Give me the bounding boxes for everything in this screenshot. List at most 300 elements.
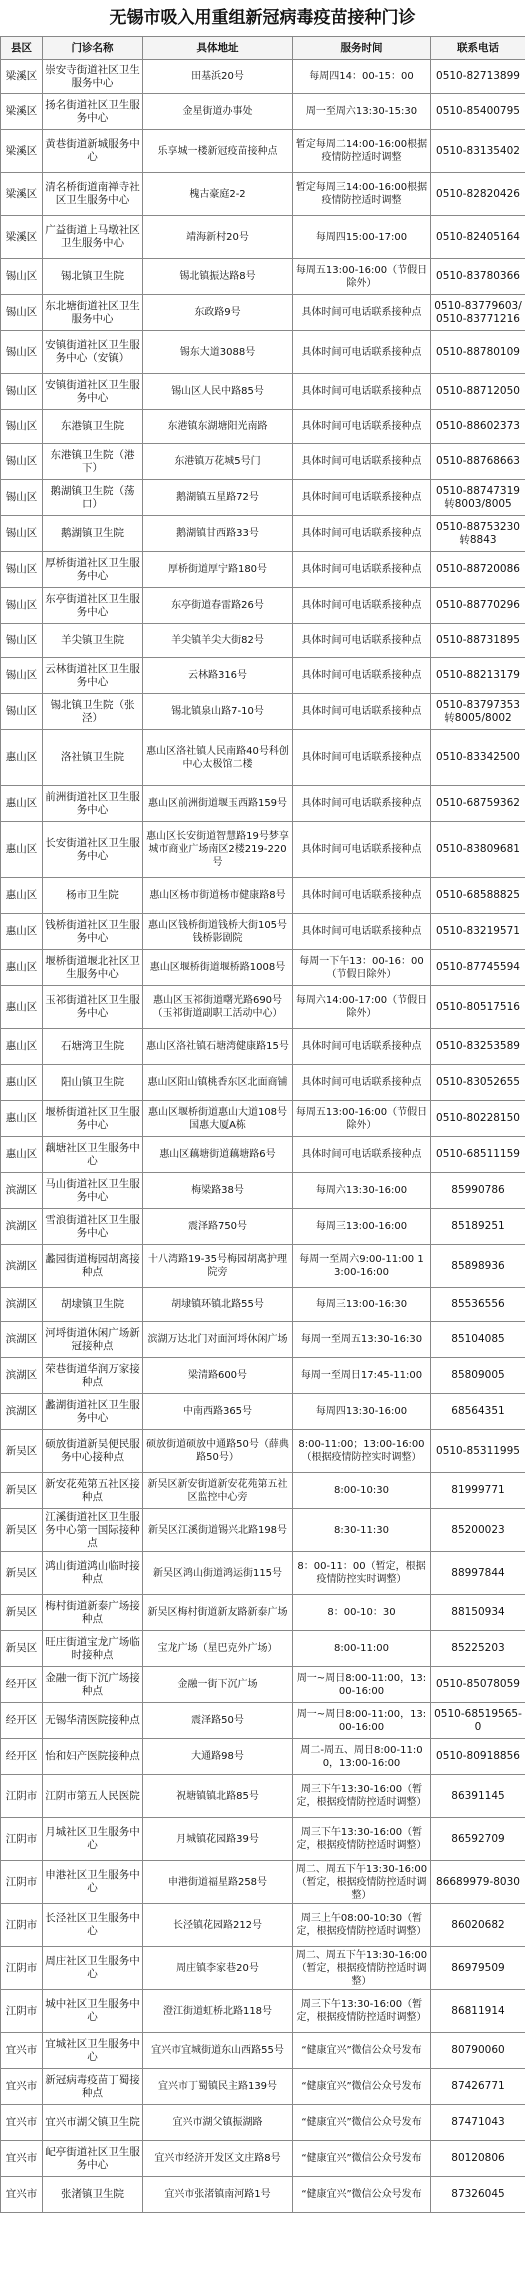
table-row [1,480,525,516]
service-hours-cell: 每周四14：00-15：00 [293,60,431,94]
district-cell: 滨湖区 [1,1209,43,1245]
service-hours-cell: 每周四15:00-17:00 [293,216,431,259]
clinic-name-cell: 申港社区卫生服务中心 [43,1861,143,1904]
address-cell: 宜兴市宜城街道东山西路55号 [143,2033,293,2069]
phone-cell: 85536556 [431,1288,525,1322]
header-phone: 联系电话 [431,37,525,60]
service-hours-cell: 具体时间可电话联系接种点 [293,444,431,480]
clinic-name-cell: 清名桥街道南禅寺社区卫生服务中心 [43,173,143,216]
phone-cell: 88150934 [431,1595,525,1631]
address-cell: 中南西路365号 [143,1394,293,1430]
district-cell: 惠山区 [1,878,43,914]
service-hours-cell: 每周五13:00-16:00（节假日除外） [293,1101,431,1137]
clinic-name-cell: 东北塘街道社区卫生服务中心 [43,295,143,331]
phone-cell: 86391145 [431,1775,525,1818]
phone-cell: 0510-68519565-0 [431,1703,525,1739]
service-hours-cell: 具体时间可电话联系接种点 [293,878,431,914]
address-cell: 大通路98号 [143,1739,293,1775]
address-cell: 金融一街下沉广场 [143,1667,293,1703]
district-cell: 宜兴市 [1,2177,43,2213]
address-cell: 滨湖万达北门对面河埒休闲广场 [143,1322,293,1358]
service-hours-cell: 具体时间可电话联系接种点 [293,914,431,950]
address-cell: 胡埭镇环镇北路55号 [143,1288,293,1322]
phone-cell: 85200023 [431,1509,525,1552]
table-row [1,1173,525,1209]
clinic-name-cell: 安镇街道社区卫生服务中心（安镇） [43,331,143,374]
clinic-name-cell: 张渚镇卫生院 [43,2177,143,2213]
phone-cell: 0510-88602373 [431,410,525,444]
phone-cell: 0510-82713899 [431,60,525,94]
service-hours-cell: 8:00-10:30 [293,1473,431,1509]
table-row [1,1473,525,1509]
address-cell: 锡北镇振达路8号 [143,259,293,295]
district-cell: 新吴区 [1,1552,43,1595]
phone-cell: 0510-88768663 [431,444,525,480]
table-row [1,1101,525,1137]
clinic-name-cell: 宜兴市湖父镇卫生院 [43,2105,143,2141]
service-hours-cell: 具体时间可电话联系接种点 [293,1065,431,1101]
clinic-name-cell: 蠡园街道梅园胡离接种点 [43,1245,143,1288]
table-row [1,730,525,786]
address-cell: 锡东大道3088号 [143,331,293,374]
clinic-name-cell: 河埒街道休闲广场新冠接种点 [43,1322,143,1358]
phone-cell: 0510-83219571 [431,914,525,950]
service-hours-cell: “健康宜兴”微信公众号发布 [293,2069,431,2105]
table-row [1,1739,525,1775]
table-row [1,1394,525,1430]
address-cell: 宜兴市湖父镇振湖路 [143,2105,293,2141]
table-row [1,1209,525,1245]
clinic-name-cell: 硕放街道新吴便民服务中心接种点 [43,1430,143,1473]
address-cell: 十八湾路19-35号梅园胡离护理院旁 [143,1245,293,1288]
table-row [1,1509,525,1552]
phone-cell: 85189251 [431,1209,525,1245]
address-cell: 惠山区堰桥街道惠山大道108号国惠大厦A栋 [143,1101,293,1137]
address-cell: 鹅湖镇甘西路33号 [143,516,293,552]
phone-cell: 0510-83780366 [431,259,525,295]
district-cell: 江阴市 [1,1990,43,2033]
address-cell: 新吴区梅村街道新友路新泰广场 [143,1595,293,1631]
district-cell: 经开区 [1,1667,43,1703]
service-hours-cell: 周二、周五下午13:30-16:00（暂定，根据疫情防控适时调整） [293,1861,431,1904]
service-hours-cell: 每周一下午13：00-16：00（节假日除外） [293,950,431,986]
district-cell: 滨湖区 [1,1322,43,1358]
address-cell: 新吴区鸿山街道鸿运街115号 [143,1552,293,1595]
district-cell: 锡山区 [1,295,43,331]
address-cell: 鹅湖镇五星路72号 [143,480,293,516]
table-row [1,1667,525,1703]
district-cell: 滨湖区 [1,1288,43,1322]
table-row [1,914,525,950]
service-hours-cell: 每周四13:30-16:00 [293,1394,431,1430]
phone-cell: 88997844 [431,1552,525,1595]
service-hours-cell: 周一~周日8:00-11:00，13:00-16:00 [293,1667,431,1703]
clinic-name-cell: 月城社区卫生服务中心 [43,1818,143,1861]
district-cell: 经开区 [1,1739,43,1775]
district-cell: 宜兴市 [1,2069,43,2105]
clinic-name-cell: 梅村街道新泰广场接种点 [43,1595,143,1631]
address-cell: 槐古豪庭2-2 [143,173,293,216]
address-cell: 东港镇万花城5号门 [143,444,293,480]
address-cell: 宝龙广场（星巴克外广场） [143,1631,293,1667]
clinic-name-cell: 崇安寺街道社区卫生服务中心 [43,60,143,94]
district-cell: 新吴区 [1,1509,43,1552]
address-cell: 申港街道福星路258号 [143,1861,293,1904]
phone-cell: 0510-88780109 [431,331,525,374]
table-row [1,1818,525,1861]
address-cell: 惠山区前洲街道堰玉西路159号 [143,786,293,822]
clinic-name-cell: 钱桥街道社区卫生服务中心 [43,914,143,950]
table-row [1,1990,525,2033]
service-hours-cell: 具体时间可电话联系接种点 [293,516,431,552]
table-row [1,1595,525,1631]
district-cell: 惠山区 [1,1137,43,1173]
clinic-name-cell: 堰桥街道堰北社区卫生服务中心 [43,950,143,986]
service-hours-cell: “健康宜兴”微信公众号发布 [293,2177,431,2213]
phone-cell: 0510-88753230转8843 [431,516,525,552]
clinic-name-cell: 堰桥街道社区卫生服务中心 [43,1101,143,1137]
service-hours-cell: 周三上午08:00-10:30（暂定，根据疫情防控适时调整） [293,1904,431,1947]
service-hours-cell: 每周三13:00-16:00 [293,1209,431,1245]
address-cell: 震泽路50号 [143,1703,293,1739]
table-row [1,950,525,986]
district-cell: 惠山区 [1,914,43,950]
district-cell: 梁溪区 [1,60,43,94]
clinic-name-cell: 新冠病毒疫苗丁蜀接种点 [43,2069,143,2105]
district-cell: 惠山区 [1,822,43,878]
header-address: 具体地址 [143,37,293,60]
district-cell: 惠山区 [1,1101,43,1137]
address-cell: 震泽路750号 [143,1209,293,1245]
clinic-name-cell: 金融一街下沉广场接种点 [43,1667,143,1703]
district-cell: 锡山区 [1,658,43,694]
table-row [1,552,525,588]
address-cell: 梅梁路38号 [143,1173,293,1209]
district-cell: 江阴市 [1,1775,43,1818]
table-row [1,259,525,295]
table-row [1,295,525,331]
service-hours-cell: 周一~周日8:00-11:00，13:00-16:00 [293,1703,431,1739]
table-row [1,1861,525,1904]
service-hours-cell: 暂定每周二14:00-16:00根据疫情防控适时调整 [293,130,431,173]
clinic-name-cell: 荣巷街道华润万家接种点 [43,1358,143,1394]
table-row [1,822,525,878]
table-row [1,878,525,914]
service-hours-cell: 8:00-11:00；13:00-16:00（根据疫情防控实时调整） [293,1430,431,1473]
address-cell: 惠山区钱桥街道钱桥大街105号钱桥影剧院 [143,914,293,950]
district-cell: 新吴区 [1,1473,43,1509]
address-cell: 长泾镇花园路212号 [143,1904,293,1947]
clinic-name-cell: 扬名街道社区卫生服务中心 [43,94,143,130]
table-row [1,1947,525,1990]
clinic-name-cell: 新安花苑第五社区接种点 [43,1473,143,1509]
service-hours-cell: 8：00-11：00（暂定，根据疫情防控实时调整） [293,1552,431,1595]
clinic-name-cell: 长安街道社区卫生服务中心 [43,822,143,878]
phone-cell: 0510-83052655 [431,1065,525,1101]
phone-cell: 0510-88213179 [431,658,525,694]
district-cell: 新吴区 [1,1595,43,1631]
phone-cell: 0510-68759362 [431,786,525,822]
table-row [1,1137,525,1173]
phone-cell: 0510-88720086 [431,552,525,588]
district-cell: 滨湖区 [1,1394,43,1430]
table-row [1,60,525,94]
address-cell: 惠山区杨市街道杨市健康路8号 [143,878,293,914]
service-hours-cell: 每周六14:00-17:00（节假日除外） [293,986,431,1029]
address-cell: 宜兴市丁蜀镇民主路139号 [143,2069,293,2105]
phone-cell: 0510-85078059 [431,1667,525,1703]
clinic-name-cell: 鹅湖镇卫生院（荡口） [43,480,143,516]
table-row [1,694,525,730]
district-cell: 锡山区 [1,410,43,444]
district-cell: 新吴区 [1,1631,43,1667]
clinic-name-cell: 江溪街道社区卫生服务中心第一国际接种点 [43,1509,143,1552]
clinic-name-cell: 旺庄街道宝龙广场临时接种点 [43,1631,143,1667]
service-hours-cell: 周三下午13:30-16:00（暂定，根据疫情防控适时调整） [293,1990,431,2033]
phone-cell: 0510-82820426 [431,173,525,216]
address-cell: 惠山区堰桥街道堰桥路1008号 [143,950,293,986]
clinic-name-cell: 石塘湾卫生院 [43,1029,143,1065]
phone-cell: 87426771 [431,2069,525,2105]
phone-cell: 0510-83253589 [431,1029,525,1065]
district-cell: 新吴区 [1,1430,43,1473]
address-cell: 惠山区阳山镇桃香东区北面商铺 [143,1065,293,1101]
clinic-name-cell: 屺亭街道社区卫生服务中心 [43,2141,143,2177]
district-cell: 江阴市 [1,1861,43,1904]
address-cell: 硕放街道硕放中通路50号（薛典路50号） [143,1430,293,1473]
clinic-name-cell: 无锡华清医院接种点 [43,1703,143,1739]
address-cell: 云林路316号 [143,658,293,694]
district-cell: 锡山区 [1,259,43,295]
clinic-name-cell: 杨市卫生院 [43,878,143,914]
clinic-name-cell: 胡埭镇卫生院 [43,1288,143,1322]
table-row [1,516,525,552]
service-hours-cell: 具体时间可电话联系接种点 [293,694,431,730]
clinic-name-cell: 厚桥街道社区卫生服务中心 [43,552,143,588]
service-hours-cell: 每周五13:00-16:00（节假日除外） [293,259,431,295]
district-cell: 锡山区 [1,694,43,730]
clinic-name-cell: 广益街道上马墩社区卫生服务中心 [43,216,143,259]
phone-cell: 0510-88712050 [431,374,525,410]
address-cell: 月城镇花园路39号 [143,1818,293,1861]
district-cell: 江阴市 [1,1904,43,1947]
district-cell: 惠山区 [1,986,43,1029]
table-header-row [1,37,525,60]
district-cell: 锡山区 [1,374,43,410]
table-row [1,130,525,173]
phone-cell: 87471043 [431,2105,525,2141]
phone-cell: 0510-83809681 [431,822,525,878]
phone-cell: 86811914 [431,1990,525,2033]
clinic-name-cell: 周庄社区卫生服务中心 [43,1947,143,1990]
address-cell: 锡北镇泉山路7-10号 [143,694,293,730]
phone-cell: 86689979-8030 [431,1861,525,1904]
district-cell: 锡山区 [1,516,43,552]
table-row [1,216,525,259]
district-cell: 江阴市 [1,1818,43,1861]
table-row [1,2105,525,2141]
address-cell: 金星街道办事处 [143,94,293,130]
phone-cell: 0510-87745594 [431,950,525,986]
phone-cell: 85104085 [431,1322,525,1358]
district-cell: 宜兴市 [1,2141,43,2177]
clinic-name-cell: 东港镇卫生院 [43,410,143,444]
phone-cell: 85990786 [431,1173,525,1209]
phone-cell: 86020682 [431,1904,525,1947]
clinic-name-cell: 前洲街道社区卫生服务中心 [43,786,143,822]
clinic-name-cell: 安镇街道社区卫生服务中心 [43,374,143,410]
service-hours-cell: 具体时间可电话联系接种点 [293,552,431,588]
clinic-name-cell: 黄巷街道新城服务中心 [43,130,143,173]
clinic-name-cell: 羊尖镇卫生院 [43,624,143,658]
address-cell: 新吴区新安街道新安花苑第五社区监控中心旁 [143,1473,293,1509]
header-district: 县区 [1,37,43,60]
table-row [1,1703,525,1739]
address-cell: 惠山区洛社镇人民南路40号科创中心太极馆二楼 [143,730,293,786]
district-cell: 梁溪区 [1,216,43,259]
phone-cell: 81999771 [431,1473,525,1509]
district-cell: 惠山区 [1,1065,43,1101]
service-hours-cell: 每周一至周日17:45-11:00 [293,1358,431,1394]
district-cell: 惠山区 [1,730,43,786]
table-row [1,1322,525,1358]
clinic-name-cell: 藕塘社区卫生服务中心 [43,1137,143,1173]
district-cell: 惠山区 [1,950,43,986]
table-row [1,786,525,822]
header-service-hours: 服务时间 [293,37,431,60]
service-hours-cell: 具体时间可电话联系接种点 [293,295,431,331]
address-cell: 祝塘镇镇北路85号 [143,1775,293,1818]
phone-cell: 0510-83779603/0510-83771216 [431,295,525,331]
address-cell: 惠山区玉祁街道曙光路690号（玉祁街道副职工活动中心） [143,986,293,1029]
clinic-name-cell: 马山街道社区卫生服务中心 [43,1173,143,1209]
table-row [1,2033,525,2069]
service-hours-cell: 具体时间可电话联系接种点 [293,822,431,878]
address-cell: 惠山区长安街道智慧路19号梦享城市商业广场南区2楼219-220号 [143,822,293,878]
address-cell: 宜兴市经济开发区文庄路8号 [143,2141,293,2177]
clinic-table [0,36,525,2213]
clinic-name-cell: 怡和妇产医院接种点 [43,1739,143,1775]
district-cell: 宜兴市 [1,2033,43,2069]
clinic-name-cell: 东亭街道社区卫生服务中心 [43,588,143,624]
district-cell: 宜兴市 [1,2105,43,2141]
service-hours-cell: 具体时间可电话联系接种点 [293,374,431,410]
address-cell: 新吴区江溪街道锡兴北路198号 [143,1509,293,1552]
clinic-name-cell: 洛社镇卫生院 [43,730,143,786]
table-row [1,173,525,216]
clinic-name-cell: 锡北镇卫生院 [43,259,143,295]
table-row [1,2177,525,2213]
service-hours-cell: 周三下午13:30-16:00（暂定，根据疫情防控适时调整） [293,1775,431,1818]
address-cell: 田基浜20号 [143,60,293,94]
phone-cell: 80120806 [431,2141,525,2177]
table-row [1,658,525,694]
service-hours-cell: 周二-周五、周日8:00-11:00，13:00-16:00 [293,1739,431,1775]
table-row [1,1245,525,1288]
service-hours-cell: 周三下午13:30-16:00（暂定，根据疫情防控适时调整） [293,1818,431,1861]
service-hours-cell: 8：00-10：30 [293,1595,431,1631]
service-hours-cell: 每周一至周五13:30-16:30 [293,1322,431,1358]
table-row [1,331,525,374]
phone-cell: 0510-88770296 [431,588,525,624]
table-row [1,1552,525,1595]
table-row [1,1065,525,1101]
service-hours-cell: 具体时间可电话联系接种点 [293,588,431,624]
service-hours-cell: 具体时间可电话联系接种点 [293,624,431,658]
service-hours-cell: 具体时间可电话联系接种点 [293,1029,431,1065]
clinic-name-cell: 鹅湖镇卫生院 [43,516,143,552]
address-cell: 厚桥街道厚宁路180号 [143,552,293,588]
address-cell: 宜兴市张渚镇南河路1号 [143,2177,293,2213]
table-row [1,1631,525,1667]
service-hours-cell: “健康宜兴”微信公众号发布 [293,2033,431,2069]
phone-cell: 0510-68588825 [431,878,525,914]
address-cell: 梁清路600号 [143,1358,293,1394]
table-row [1,588,525,624]
district-cell: 经开区 [1,1703,43,1739]
phone-cell: 85898936 [431,1245,525,1288]
clinic-name-cell: 蠡湖街道社区卫生服务中心 [43,1394,143,1430]
service-hours-cell: 周二、周五下午13:30-16:00（暂定，根据疫情防控适时调整） [293,1947,431,1990]
service-hours-cell: 具体时间可电话联系接种点 [293,410,431,444]
district-cell: 锡山区 [1,624,43,658]
clinic-name-cell: 东港镇卫生院（港下） [43,444,143,480]
clinic-name-cell: 玉祁街道社区卫生服务中心 [43,986,143,1029]
service-hours-cell: 具体时间可电话联系接种点 [293,1137,431,1173]
table-row [1,1358,525,1394]
phone-cell: 0510-88747319转8003/8005 [431,480,525,516]
clinic-name-cell: 城中社区卫生服务中心 [43,1990,143,2033]
service-hours-cell: 具体时间可电话联系接种点 [293,786,431,822]
district-cell: 滨湖区 [1,1245,43,1288]
address-cell: 锡山区人民中路85号 [143,374,293,410]
table-row [1,410,525,444]
district-cell: 梁溪区 [1,173,43,216]
phone-cell: 68564351 [431,1394,525,1430]
address-cell: 东港镇东湖塘阳光南路 [143,410,293,444]
clinic-name-cell: 阳山镇卫生院 [43,1065,143,1101]
table-row [1,1430,525,1473]
district-cell: 江阴市 [1,1947,43,1990]
clinic-name-cell: 宜城社区卫生服务中心 [43,2033,143,2069]
service-hours-cell: 周一至周六13:30-15:30 [293,94,431,130]
service-hours-cell: “健康宜兴”微信公众号发布 [293,2105,431,2141]
table-row [1,1029,525,1065]
address-cell: 羊尖镇羊尖大街82号 [143,624,293,658]
service-hours-cell: 每周一至周六9:00-11:00 13:00-16:00 [293,1245,431,1288]
table-row [1,94,525,130]
table-row [1,1288,525,1322]
phone-cell: 85809005 [431,1358,525,1394]
district-cell: 锡山区 [1,331,43,374]
address-cell: 惠山区洛社镇石塘湾健康路15号 [143,1029,293,1065]
service-hours-cell: “健康宜兴”微信公众号发布 [293,2141,431,2177]
table-row [1,444,525,480]
service-hours-cell: 具体时间可电话联系接种点 [293,331,431,374]
table-row [1,2141,525,2177]
phone-cell: 0510-85400795 [431,94,525,130]
district-cell: 滨湖区 [1,1173,43,1209]
phone-cell: 0510-68511159 [431,1137,525,1173]
service-hours-cell: 每周六13:30-16:00 [293,1173,431,1209]
clinic-name-cell: 雪浪街道社区卫生服务中心 [43,1209,143,1245]
phone-cell: 0510-80918856 [431,1739,525,1775]
service-hours-cell: 具体时间可电话联系接种点 [293,730,431,786]
clinic-name-cell: 云林街道社区卫生服务中心 [43,658,143,694]
clinic-name-cell: 鸿山街道鸿山临时接种点 [43,1552,143,1595]
address-cell: 澄江街道虹桥北路118号 [143,1990,293,2033]
clinic-name-cell: 锡北镇卫生院（张泾） [43,694,143,730]
